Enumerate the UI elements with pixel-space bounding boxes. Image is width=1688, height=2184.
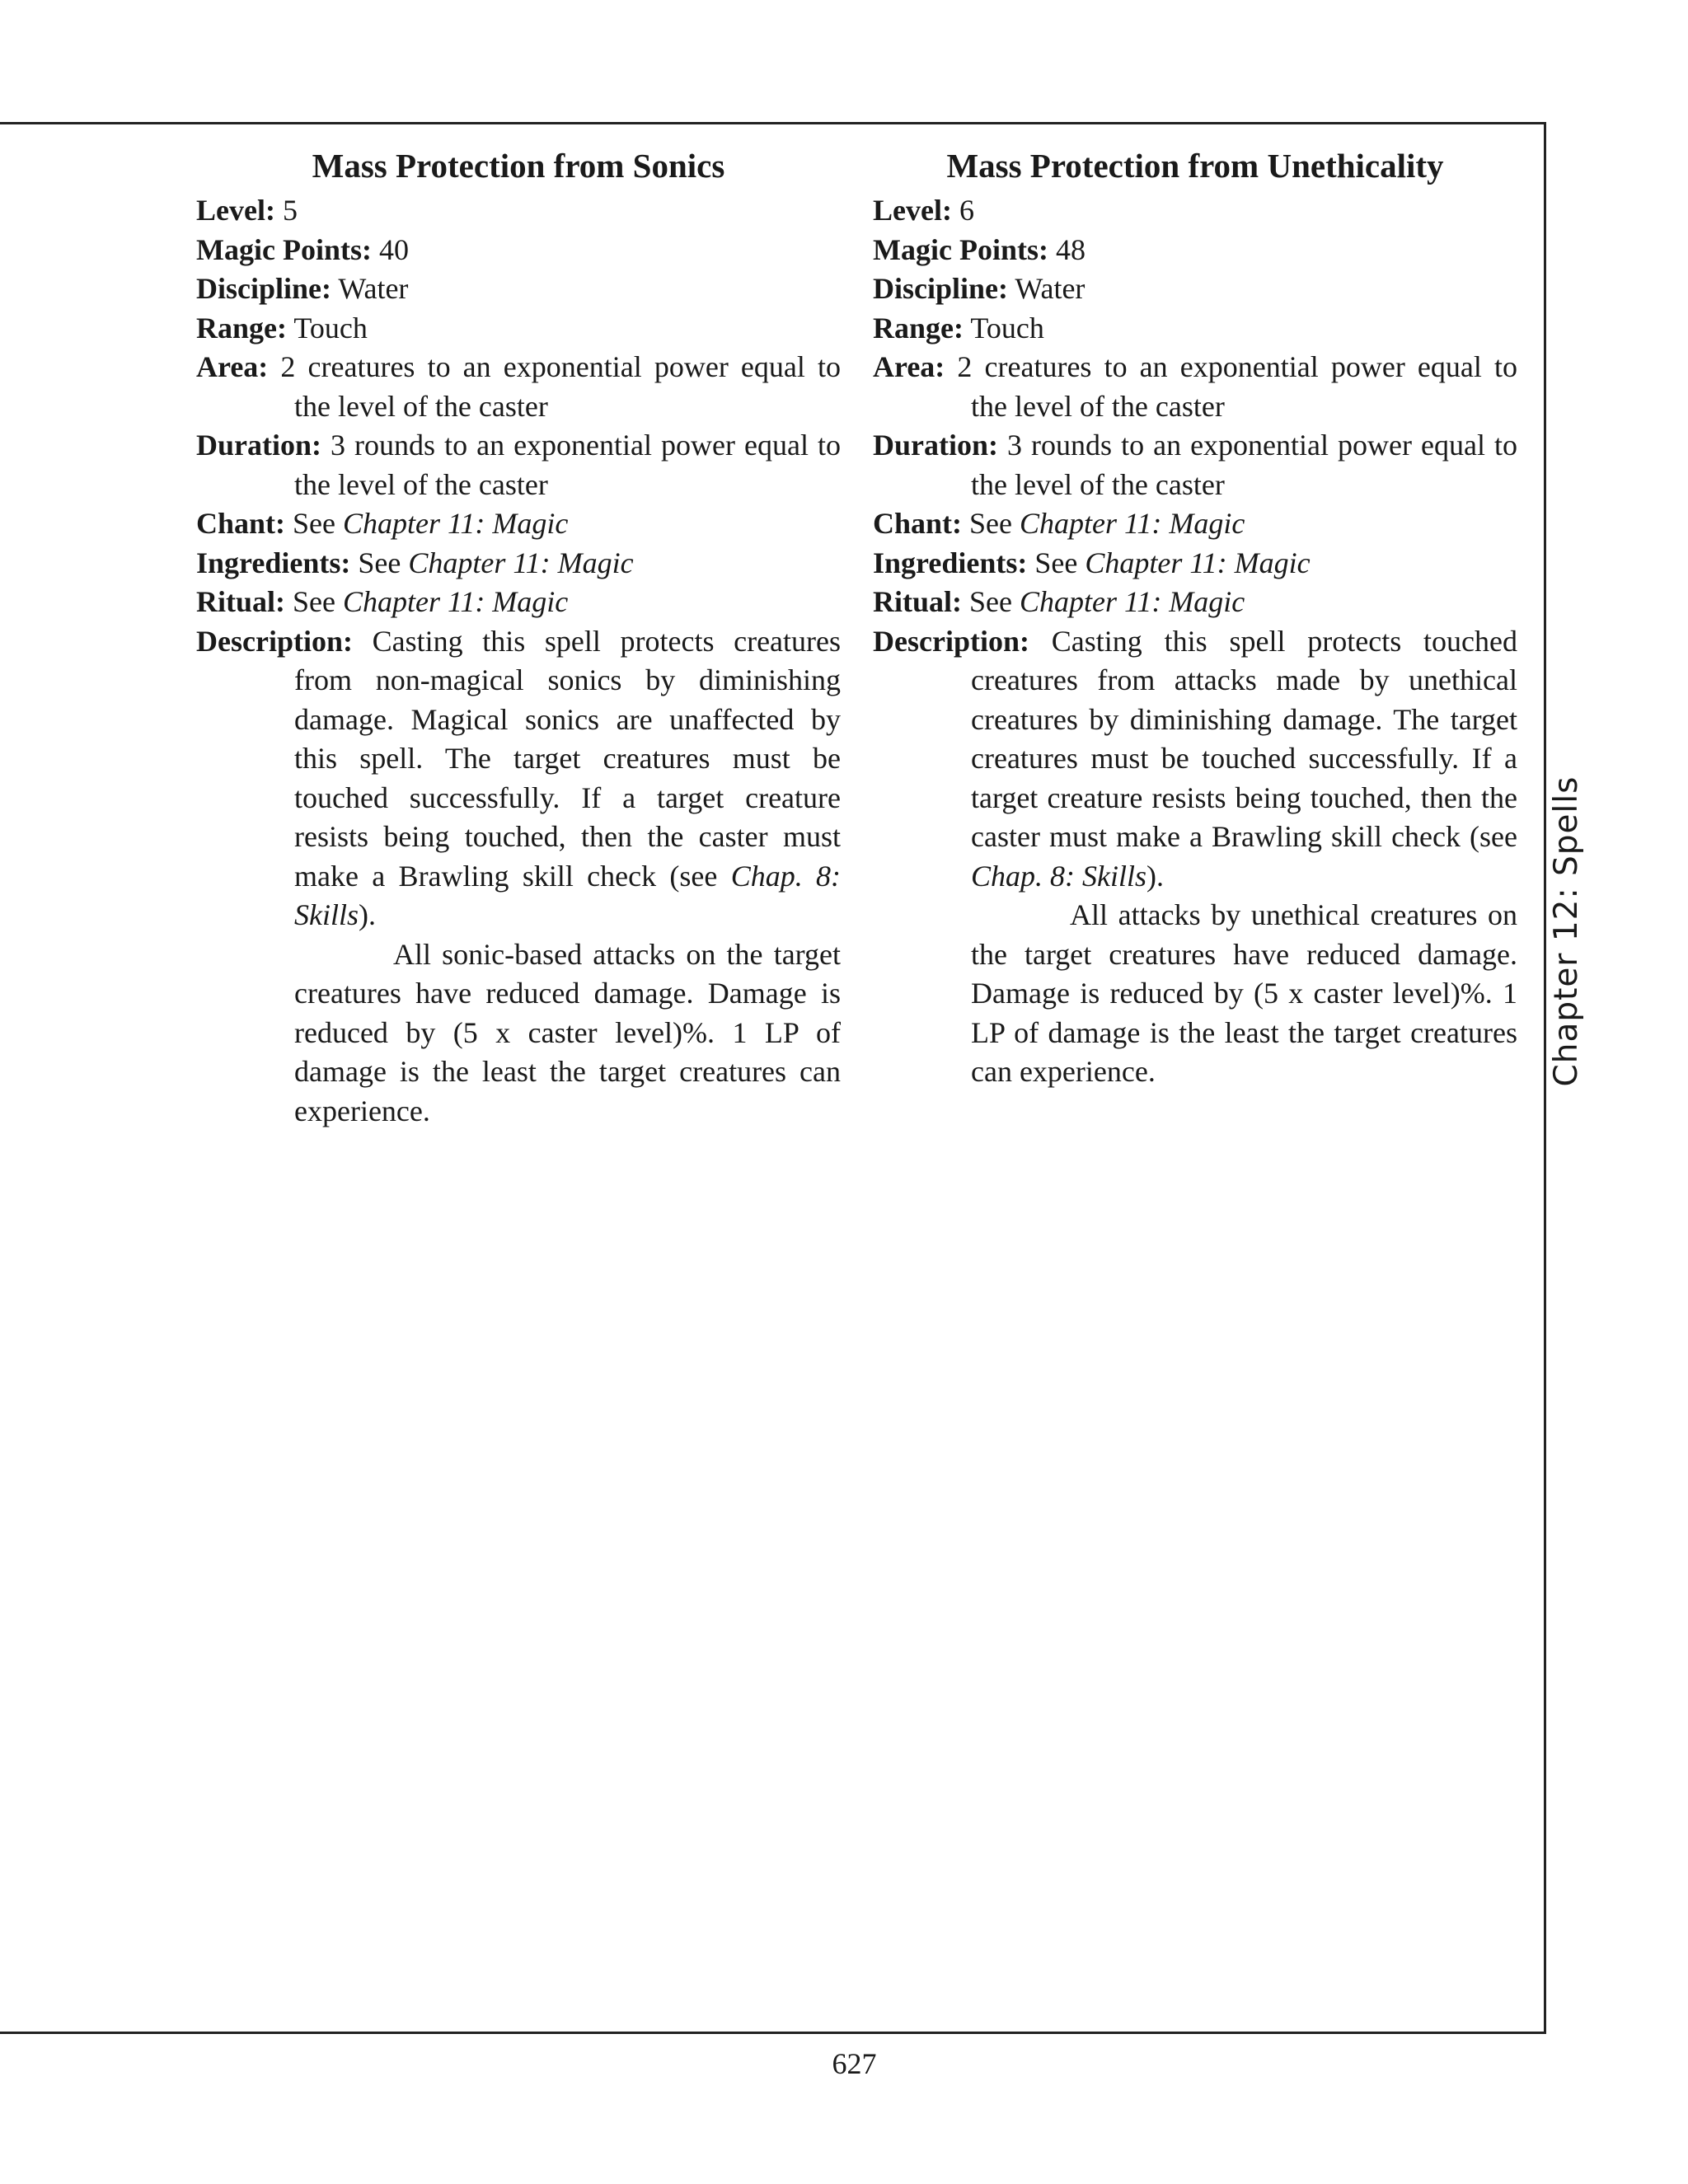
magic-points-label: Magic Points:	[873, 232, 1048, 266]
description-text: Casting this spell protects touched creatures from attacks made by unethical creatures by diminishing damage. The target creatures must be touched successfully. If a target creature resists being touched, then the caster must make a Brawling skill check (see	[971, 624, 1517, 853]
discipline-value: Water	[1015, 272, 1085, 305]
level-label: Level:	[196, 194, 275, 227]
magic-points-line	[873, 231, 1517, 270]
area-line	[873, 348, 1517, 426]
chant-line	[196, 504, 841, 544]
ritual-see: See	[969, 585, 1012, 618]
magic-points-label: Magic Points:	[196, 232, 372, 266]
level-value: 5	[282, 194, 298, 227]
page-frame-bottom-rule	[0, 2032, 1546, 2034]
chant-label: Chant:	[873, 507, 963, 540]
description-paragraph-2: All attacks by unethical creatures on the target creatures have reduced damage. Damage is reduced by (5 x caster level)%. 1 LP of damage is the least the target creatures can experience.	[971, 898, 1517, 1088]
page-frame-top-rule	[0, 122, 1546, 124]
discipline-label: Discipline:	[196, 272, 332, 305]
chant-see: See	[969, 507, 1013, 540]
ingredients-line	[196, 544, 841, 583]
range-line	[873, 309, 1517, 349]
duration-value: 3 rounds to an exponential power equal to the level of the caster	[294, 429, 841, 501]
page-number: 627	[832, 2047, 877, 2080]
chant-reference: Chapter 11: Magic	[343, 507, 569, 540]
range-line	[196, 309, 841, 349]
description-paragraph	[873, 622, 1517, 897]
page-frame-right-rule	[1544, 122, 1546, 2034]
description-reference: Chap. 8: Skills	[971, 859, 1146, 893]
duration-line	[196, 426, 841, 504]
ingredients-reference: Chapter 11: Magic	[1085, 546, 1311, 579]
level-value: 6	[959, 194, 974, 227]
range-value: Touch	[970, 311, 1044, 344]
range-label: Range:	[873, 311, 964, 344]
chant-see: See	[293, 507, 336, 540]
ritual-line	[873, 583, 1517, 622]
description-label: Description:	[196, 624, 353, 658]
duration-label: Duration:	[196, 429, 321, 462]
ritual-see: See	[293, 585, 335, 618]
level-label: Level:	[873, 194, 952, 227]
range-value: Touch	[293, 311, 368, 344]
description-close: ).	[1146, 859, 1164, 893]
spell-title: Mass Protection from Sonics	[312, 147, 725, 185]
description-text: Casting this spell protects creatures from non-magical sonics by diminishing damage. Magical sonics are unaffected by this spell. The target creatures must be touched successfully. If a target creature resists being touched, then the caster must make a Brawling skill check (see	[294, 624, 842, 893]
level-line	[873, 191, 1517, 231]
discipline-line	[196, 269, 841, 309]
chant-reference: Chapter 11: Magic	[1020, 507, 1245, 540]
level-line	[196, 191, 841, 231]
area-value: 2 creatures to an exponential power equal to the level of the caster	[280, 350, 842, 423]
magic-points-value: 48	[1055, 232, 1085, 266]
ingredients-reference: Chapter 11: Magic	[408, 546, 634, 579]
area-line	[196, 348, 841, 426]
ingredients-line	[873, 544, 1517, 583]
chant-line	[873, 504, 1517, 544]
ingredients-label: Ingredients:	[873, 546, 1028, 579]
ritual-reference: Chapter 11: Magic	[342, 585, 569, 618]
range-label: Range:	[196, 311, 287, 344]
spell-title: Mass Protection from Unethicality	[946, 147, 1444, 185]
ritual-line	[196, 583, 841, 622]
magic-points-line	[196, 231, 841, 270]
description-paragraph	[196, 622, 841, 935]
area-value: 2 creatures to an exponential power equal to the level of the caster	[957, 350, 1518, 423]
duration-label: Duration:	[873, 429, 998, 462]
spell-entry-left	[196, 142, 841, 1131]
ritual-label: Ritual:	[196, 585, 285, 618]
magic-points-value: 40	[378, 232, 409, 266]
area-label: Area:	[196, 350, 269, 383]
description-reference: Chap. 8: Skills	[294, 859, 842, 931]
discipline-value: Water	[338, 272, 409, 305]
ingredients-see: See	[1034, 546, 1078, 579]
duration-value: 3 rounds to an exponential power equal to the level of the caster	[971, 429, 1517, 501]
discipline-line	[873, 269, 1517, 309]
duration-line	[873, 426, 1517, 504]
ritual-label: Ritual:	[873, 585, 962, 618]
area-label: Area:	[873, 350, 945, 383]
chant-label: Chant:	[196, 507, 286, 540]
chapter-side-tab-label: Chapter 12: Spells	[1548, 776, 1585, 1087]
discipline-label: Discipline:	[873, 272, 1009, 305]
spell-entry-right	[873, 142, 1517, 1092]
ingredients-label: Ingredients:	[196, 546, 351, 579]
ingredients-see: See	[358, 546, 401, 579]
description-label: Description:	[873, 624, 1029, 658]
description-paragraph-2: All sonic-based attacks on the target creatures have reduced damage. Damage is reduced by (5 x caster level)%. 1 LP of damage is the least the target creatures can experience.	[294, 937, 841, 1127]
description-close: ).	[359, 898, 376, 931]
ritual-reference: Chapter 11: Magic	[1019, 585, 1245, 618]
